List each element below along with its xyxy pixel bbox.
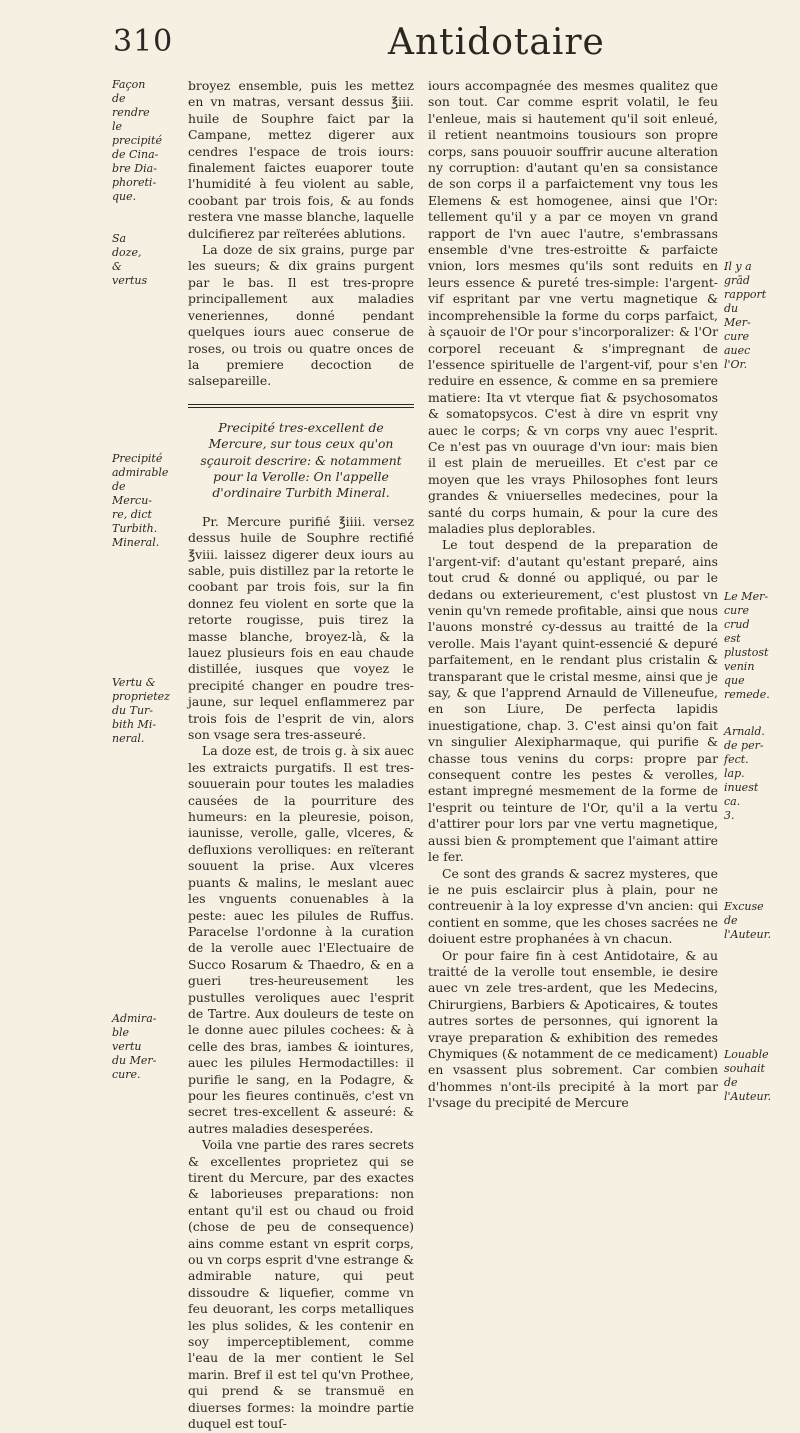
margin-note-left-5: Admira- ble vertu du Mer- cure.: [112, 1012, 157, 1081]
text-column-right: [428, 78, 718, 1112]
paragraph: Or pour faire fin à cest Antidotaire, & au traitté de la verolle tout ensemble, ie desire auec vn zele tres-ardent, que les Medecins, Chirurgiens, Barbiers & Apoticaires, & toutes autres sortes de personnes, qui ignorent la vraye preparation & exhibition des remedes Chymiques (& notamment de ce medicament) en vsassent plus sobrement. Car combien d'hommes n'ont-ils precipité à la mort par l'vsage du precipité de Mercure: [428, 947, 718, 1111]
margin-note-right-4: Excuse de l'Auteur.: [724, 900, 772, 941]
margin-note-left-3: Precipité admirable de Mercu- re, dict Turbith. Mineral.: [112, 452, 169, 549]
section-divider: [188, 404, 414, 408]
page-number: 310: [113, 24, 174, 59]
page-header: [0, 22, 800, 72]
paragraph: iours accompagnée des mesmes qualitez que son tout. Car comme esprit volatil, le feu l'enleue, mais si hautement qu'il soit enleué, il retient neantmoins tousiours son propre corps, sans pouuoir souffrir aucune alteration ny corruption: d'autant qu'en sa consistance de son corps il a parfaictement vny tous les Elemens & est homogenee, ainsi que l'Or: tellement qu'il y a par ce moyen vn grand rapport de l'vn auec l'autre, s'embrassans ensemble d'vne tres-estroitte & parfaicte vnion, lors mesmes qu'ils sont reduits en leurs essence & pureté tres-simple: l'argent-vif espritant par vne vertu magnetique & incomprehensible la forme du corps parfaict, à sçauoir de l'Or pour s'incorporalizer: & l'Or corporel receuant & s'impregnant de l'essence spirituelle de l'argent-vif, pour s'en reduire en essence, & comme en sa premiere matiere: Ita vt vterque fiat & psychosomatos & somatopsycos. C'est à dire vn esprit vny auec le corps; & vn corps vny auec l'esprit. Ce n'est pas vn ouurage d'vn iour: mais bien il est plain de merueilles. Et c'est par ce moyen que les vrays Philosophes font leurs grandes & vniuerselles medecines, pour la santé du corps humain, & pour la cure des maladies plus deplorables.: [428, 78, 718, 536]
paragraph: Le tout despend de la preparation de l'argent-vif: d'autant qu'estant preparé, ains tout crud & donné ou appliqué, ou par le dedans ou exterieurement, c'est plustost vn venin qu'vn remede profitable, ainsi que nous l'auons monstré cy-dessus au traitté de la verolle. Mais l'ayant quint-essencié & depuré parfaitement, en le rendant plus cristalin & transparant que le cristal mesme, ainsi que je say, & que l'apprend Arnauld de Villeneufue, en son Liure, De perfecta lapidis inuestigatione, chap. 3. C'est ainsi qu'on fait vn singulier Alexipharmaque, qui purifie & chasse tous venins du corps: propre par consequent contre les pestes & verolles, estant impregné mesmement de la forme de l'esprit ou teinture de l'Or, qu'il a la vertu d'attirer pour lors par vne vertu magnetique, aussi bien & promptement que l'aimant attire le fer.: [428, 537, 718, 865]
text-column-left: [188, 78, 414, 1433]
running-title: Antidotaire: [388, 22, 605, 63]
margin-note-left-1: Façon de rendre le precipité de Cina- bre Dia- phoreti- que.: [112, 78, 162, 203]
margin-note-left-2: Sa doze, & vertus: [112, 232, 148, 287]
section-title: Precipité tres-excellent de Mercure, sur tous ceux qu'on sçauroit descrire: & notamment pour la Verolle: On l'appelle d'ordinaire Turbith Mineral.: [200, 419, 402, 501]
margin-note-right-2: Le Mer- cure crud est plustost venin que remede.: [724, 590, 770, 701]
margin-note-left-4: Vertu & proprietez du Tur- bith Mi- neral.: [112, 676, 170, 745]
paragraph: Pr. Mercure purifié ℥iiii. versez dessus huile de Souphre rectifié ℥viii. laissez digerer deux iours au sable, puis distillez par la retorte le coobant par trois fois, sur la fin donnez feu violent en sorte que la retorte rougisse, puis tirez la masse blanche, broyez-là, & la lauez plusieurs fois en eau chaude distillée, iusques que voyez le precipité changer en poudre tres-jaune, sur lequel enflammerez par trois fois de l'esprit de vin, alors son vsage sera tres-asseuré.: [188, 513, 414, 743]
paragraph: La doze de six grains, purge par les sueurs; & dix grains purgent par le bas. Il est tres-propre principallement aux maladies veneriennes, donné pendant quelques iours auec conserue de roses, ou trois ou quatre onces de la premiere decoction de salsepareille.: [188, 242, 414, 389]
paragraph: Ce sont des grands & sacrez mysteres, que ie ne puis esclaircir plus à plain, pour ne contreuenir à la loy expresse d'vn ancien: qui contient en somme, que les choses sacrées ne doiuent estre prophanées à vn chacun.: [428, 865, 718, 947]
margin-note-right-1: Il y a grād rapport du Mer- cure auec l'Or.: [724, 260, 767, 371]
paragraph: Voila vne partie des rares secrets & excellentes proprietez qui se tirent du Mercure, par des exactes & laborieuses preparations: non entant qu'il est ou chaud ou froid (chose de peu de consequence) ains comme estant vn esprit corps, ou vn corps esprit d'vne estrange & admirable nature, qui peut dissoudre & liquefier, comme vn feu deuorant, les corps metalliques les plus solides, & les contenir en soy imperceptiblement, comme l'eau de la mer contient le Sel marin. Bref il est tel qu'vn Prothee, qui prend & se transmuë en diuerses formes: la moindre partie duquel est touſ-: [188, 1137, 414, 1432]
margin-note-right-5: Louable souhait de l'Auteur.: [724, 1048, 772, 1103]
paragraph: La doze est, de trois g. à six auec les extraicts purgatifs. Il est tres-souuerain pour toutes les maladies causées de la pourriture des humeurs: en la pleuresie, poison, iaunisse, verolle, galle, vlceres, & defluxions verolliques: en reïterant souuent la prise. Aux vlceres puants & malins, le meslant auec les vnguents conuenables à la peste: auec les pilules de Ruffus. Paracelse l'ordonne à la curation de la verolle auec l'Electuaire de Succo Rosarum & Thaedro, & en a gueri tres-heureusement les pustulles veroliques auec l'esprit de Tartre. Aux douleurs de teste on le donne auec pilules cochees: & à celle des bras, iambes & iointures, auec les pilules Hermodactilles: il purifie le sang, en la Podagre, & pour les fieures continuës, c'est vn secret tres-excellent & asseuré: & autres maladies desesperées.: [188, 743, 414, 1136]
paragraph: broyez ensemble, puis les mettez en vn matras, versant dessus ℥iii. huile de Souphre faict par la Campane, mettez digerer aux cendres l'espace de trois iours: finalement faictes euaporer toute l'humidité à feu violent au sable, coobant par trois fois, & au fonds restera vne masse blanche, laquelle dulcifierez par reïterées ablutions.: [188, 78, 414, 241]
margin-note-right-3: Arnald. de per- fect. lap. inuest ca. 3.: [724, 725, 765, 822]
